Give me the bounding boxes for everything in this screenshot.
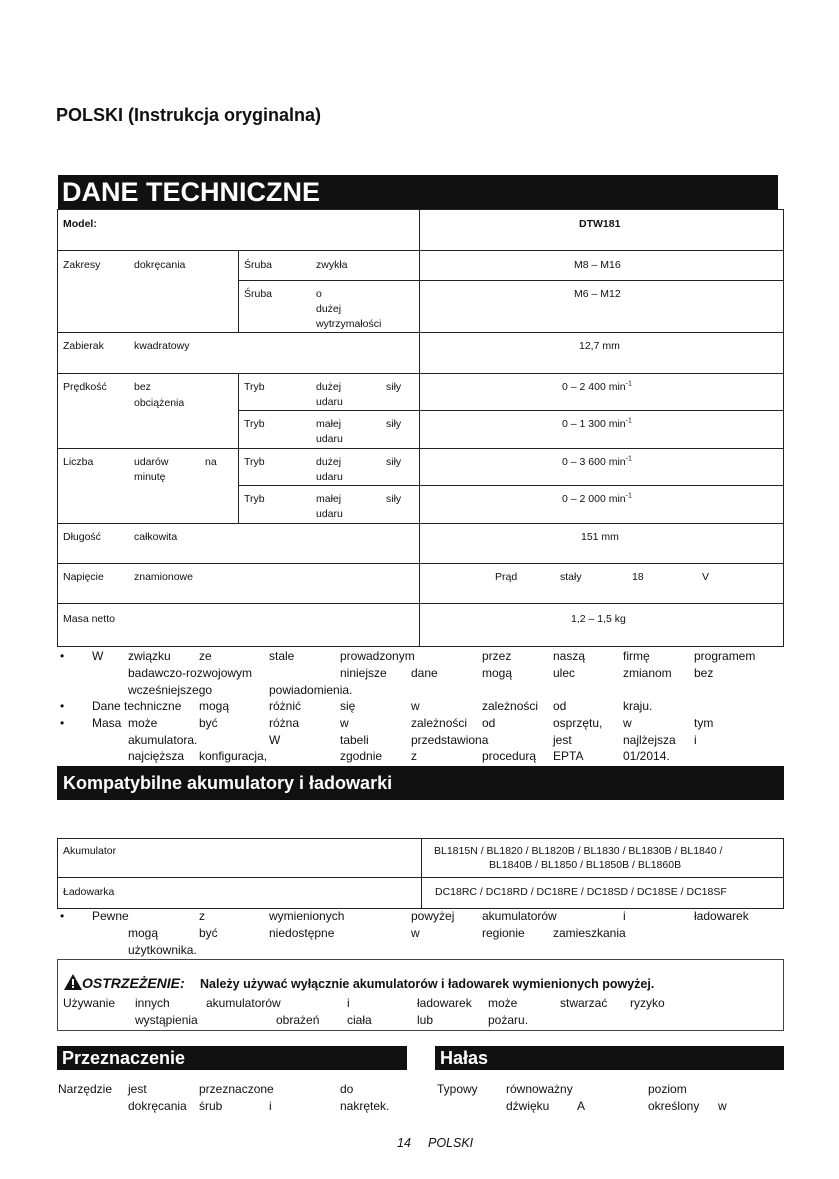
spec-r2-value: M6 – M12: [574, 288, 621, 300]
warning-word: i: [347, 996, 350, 1010]
note-word: w: [411, 699, 420, 713]
note-word: Pewne: [92, 909, 129, 923]
spec-r4-value: 0 – 2 400 $\min^{-1}$: [562, 380, 632, 393]
note-word: zależności: [482, 699, 539, 713]
spec-r3-label-b: kwadratowy: [134, 340, 190, 352]
note-word: zależności: [411, 716, 468, 730]
note-word: w: [340, 716, 349, 730]
warning-text: Należy używać wyłącznie akumulatorów i ładowarek wymienionych powyżej.: [200, 977, 655, 991]
spec-r1-label-a: Zakresy: [63, 259, 101, 271]
section-title-specs: DANE TECHNICZNE: [62, 177, 321, 207]
section-header-purpose: [57, 1046, 407, 1070]
spec-r2-sub-b2: dużej: [316, 303, 342, 315]
noise-word: równoważny: [506, 1082, 573, 1096]
spec-r7-sub-c: siły: [386, 493, 402, 505]
spec-r4-sub-c: siły: [386, 381, 402, 393]
note-word: Masa: [92, 716, 122, 730]
purpose-word: jest: [128, 1082, 147, 1096]
bullet: •: [60, 699, 65, 713]
note-word: EPTA: [553, 749, 584, 763]
warning-word: Używanie: [63, 996, 116, 1010]
battery-models-line1: BL1815N / BL1820 / BL1820B / BL1830 / BL1830B / BL1840 /: [434, 845, 723, 857]
note-word: z: [199, 909, 205, 923]
warning-word: ciała: [347, 1013, 372, 1027]
spec-r8-label-a: Długość: [63, 531, 101, 543]
note-word: w: [411, 926, 420, 940]
noise-word: A: [577, 1099, 586, 1113]
charger-label: Ładowarka: [63, 886, 115, 898]
spec-r8-label-b: całkowita: [134, 531, 178, 543]
warning-word: obrażeń: [276, 1013, 320, 1027]
spec-r5-sub-b1: małej: [316, 418, 342, 430]
spec-r8-value: 151 mm: [581, 531, 619, 543]
footer-language: POLSKI: [428, 1136, 474, 1150]
note-word: Dane techniczne: [92, 699, 182, 713]
spec-r6-sub-a: Tryb: [244, 456, 265, 468]
note-word: akumulatora.: [128, 733, 198, 747]
spec-r4-label-a: Prędkość: [63, 381, 107, 393]
warning-icon: [64, 974, 82, 990]
note-word: zmianom: [623, 666, 672, 680]
spec-r5-sub-b2: udaru: [316, 433, 343, 445]
note-word: powyżej: [411, 909, 455, 923]
spec-r10-value: 1,2 – 1,5 kg: [571, 613, 626, 625]
note-word: powiadomienia.: [269, 683, 353, 697]
noise-word: w: [718, 1099, 727, 1113]
spec-r7-value: 0 – 2 000 $\min^{-1}$: [562, 492, 632, 505]
spec-r5-value: 0 – 1 300 $\min^{-1}$: [562, 417, 632, 430]
note-word: zgodnie: [340, 749, 383, 763]
spec-r9-value-1: Prąd: [495, 571, 518, 583]
section-title-batteries: Kompatybilne akumulatory i ładowarki: [63, 773, 393, 793]
spec-r7-sub-b2: udaru: [316, 508, 343, 520]
bullet: •: [60, 909, 65, 923]
note-word: wymienionych: [269, 909, 345, 923]
note-word: naszą: [553, 649, 586, 663]
noise-word: dźwięku: [506, 1099, 550, 1113]
purpose-word: Narzędzie: [58, 1082, 113, 1096]
section-header-specs: [58, 175, 778, 209]
section-title-purpose: Przeznaczenie: [62, 1048, 186, 1068]
spec-r9-label-b: znamionowe: [134, 571, 193, 583]
battery-models-line2: BL1840B / BL1850 / BL1850B / BL1860B: [489, 859, 682, 871]
note-word: być: [199, 716, 218, 730]
note-word: W: [92, 649, 104, 663]
note-word: prowadzonym: [340, 649, 415, 663]
note-word: programem: [694, 649, 756, 663]
note-word: i: [694, 733, 697, 747]
warning-word: pożaru.: [488, 1013, 529, 1027]
spec-r5-sub-a: Tryb: [244, 418, 265, 430]
note-word: przez: [482, 649, 512, 663]
page-title: POLSKI (Instrukcja oryginalna): [56, 105, 322, 125]
note-word: mogą: [482, 666, 513, 680]
note-word: jest: [553, 733, 572, 747]
spec-r1-value: M8 – M16: [574, 259, 621, 271]
note-word: badawczo-rozwojowym: [128, 666, 253, 680]
spec-r9-value-3: 18: [632, 571, 644, 583]
note-word: zamieszkania: [553, 926, 626, 940]
note-word: ze: [199, 649, 212, 663]
note-word: niniejsze: [340, 666, 387, 680]
spec-r9-value-4: V: [702, 571, 710, 583]
note-word: kraju.: [623, 699, 653, 713]
note-word: dane: [411, 666, 438, 680]
noise-word: poziom: [648, 1082, 687, 1096]
note-word: się: [340, 699, 356, 713]
spec-r5-sub-c: siły: [386, 418, 402, 430]
spec-r4-sub-b2: udaru: [316, 396, 343, 408]
warning-word: lub: [417, 1013, 434, 1027]
spec-r6-sub-b1: dużej: [316, 456, 342, 468]
note-word: firmę: [623, 649, 650, 663]
note-word: użytkownika.: [128, 943, 197, 957]
noise-word: Typowy: [437, 1082, 478, 1096]
purpose-word: nakrętek.: [340, 1099, 390, 1113]
note-word: W: [269, 733, 281, 747]
bullet: •: [60, 716, 65, 730]
note-word: przedstawiona: [411, 733, 489, 747]
bullet: •: [60, 649, 65, 663]
note-word: tabeli: [340, 733, 369, 747]
spec-r4-sub-a: Tryb: [244, 381, 265, 393]
spec-r6-label-b1: udarów: [134, 456, 169, 468]
warning-word: wystąpienia: [135, 1013, 198, 1027]
spec-r4-label-b1: bez: [134, 381, 151, 393]
warning-word: stwarzać: [560, 996, 608, 1010]
purpose-word: przeznaczone: [199, 1082, 274, 1096]
spec-r2-sub-a: Śruba: [244, 288, 273, 300]
spec-r9-label-a: Napięcie: [63, 571, 104, 583]
note-word: osprzętu,: [553, 716, 603, 730]
spec-r7-sub-b1: małej: [316, 493, 342, 505]
spec-r6-value: 0 – 3 600 $\min^{-1}$: [562, 455, 632, 468]
charger-models: DC18RC / DC18RD / DC18RE / DC18SD / DC18SE / DC18SF: [435, 886, 727, 898]
noise-word: określony: [648, 1099, 700, 1113]
spec-r2-sub-b3: wytrzymałości: [316, 318, 382, 330]
note-word: najcięższa: [128, 749, 185, 763]
warning-title: OSTRZEŻENIE:: [82, 975, 185, 991]
spec-r4-sub-b1: dużej: [316, 381, 342, 393]
section-header-batteries: [57, 766, 784, 800]
note-word: od: [553, 699, 567, 713]
spec-r6-label-b2: minutę: [134, 471, 166, 483]
note-word: stale: [269, 649, 295, 663]
note-word: bez: [694, 666, 714, 680]
note-word: może: [128, 716, 158, 730]
purpose-word: śrub: [199, 1099, 223, 1113]
spec-r6-sub-c: siły: [386, 456, 402, 468]
note-word: ładowarek: [694, 909, 749, 923]
note-word: różna: [269, 716, 300, 730]
battery-label: Akumulator: [63, 845, 117, 857]
spec-r4-label-b2: obciążenia: [134, 397, 185, 409]
spec-r1-sub-b: zwykła: [316, 259, 348, 271]
model-value: DTW181: [579, 218, 621, 230]
note-word: być: [199, 926, 218, 940]
note-word: ulec: [553, 666, 576, 680]
spec-r6-sub-b2: udaru: [316, 471, 343, 483]
warning-box: [57, 959, 784, 1031]
note-word: mogą: [128, 926, 159, 940]
warning-word: innych: [135, 996, 170, 1010]
note-word: regionie: [482, 926, 525, 940]
purpose-word: i: [269, 1099, 272, 1113]
section-title-noise: Hałas: [440, 1048, 489, 1068]
purpose-word: do: [340, 1082, 354, 1096]
spec-r7-sub-a: Tryb: [244, 493, 265, 505]
footer-page-number: 14: [397, 1136, 411, 1150]
warning-word: ładowarek: [417, 996, 472, 1010]
note-word: procedurą: [482, 749, 537, 763]
note-word: najlżejsza: [623, 733, 676, 747]
note-word: różnić: [269, 699, 302, 713]
spec-r9-value-2: stały: [560, 571, 582, 583]
note-word: związku: [128, 649, 171, 663]
note-word: konfiguracja,: [199, 749, 268, 763]
note-word: w: [623, 716, 632, 730]
spec-r10-label: Masa netto: [63, 613, 115, 625]
spec-r1-sub-a: Śruba: [244, 259, 273, 271]
section-header-noise: [435, 1046, 784, 1070]
spec-r3-value: 12,7 mm: [579, 340, 620, 352]
note-word: 01/2014.: [623, 749, 670, 763]
spec-r6-label-c: na: [205, 456, 217, 468]
model-label: Model:: [63, 218, 97, 230]
spec-r1-label-b: dokręcania: [134, 259, 186, 271]
note-word: wcześniejszego: [128, 683, 213, 697]
spec-r6-label-a: Liczba: [63, 456, 94, 468]
note-word: i: [623, 909, 626, 923]
spec-r3-label-a: Zabierak: [63, 340, 104, 352]
note-word: tym: [694, 716, 714, 730]
note-word: akumulatorów: [482, 909, 557, 923]
warning-word: ryzyko: [630, 996, 665, 1010]
purpose-word: dokręcania: [128, 1099, 187, 1113]
note-word: mogą: [199, 699, 230, 713]
warning-word: akumulatorów: [206, 996, 281, 1010]
note-word: z: [411, 749, 417, 763]
spec-r2-sub-b1: o: [316, 288, 322, 300]
warning-word: może: [488, 996, 518, 1010]
note-word: od: [482, 716, 496, 730]
note-word: niedostępne: [269, 926, 335, 940]
